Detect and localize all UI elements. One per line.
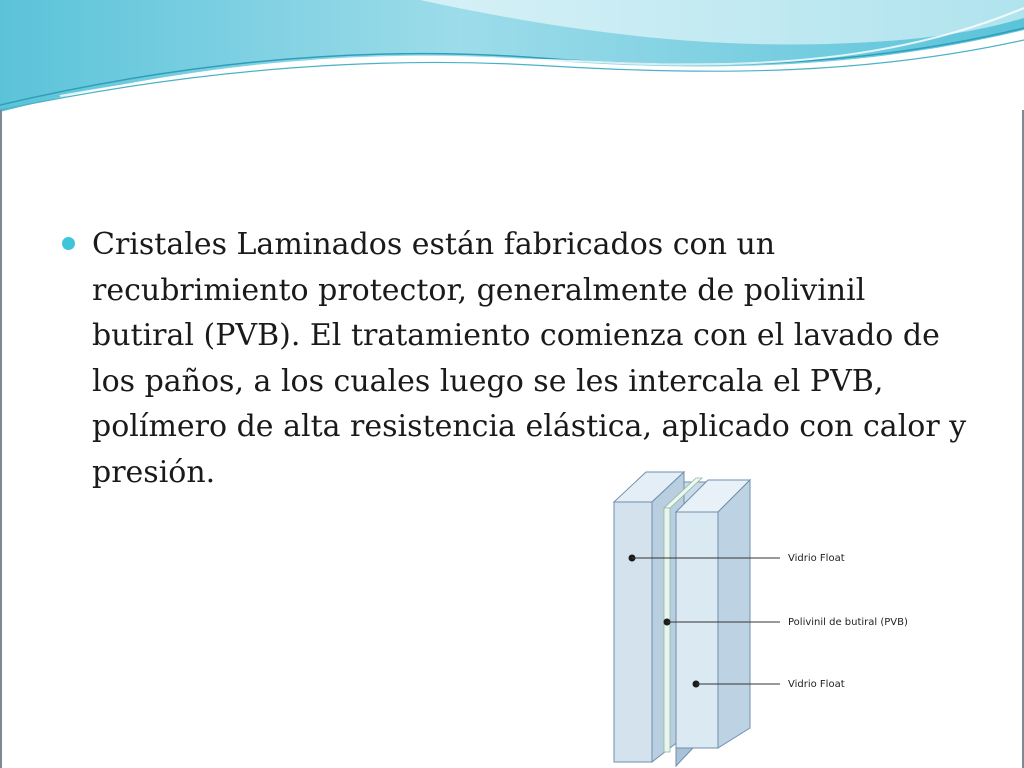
header-wave-decoration (0, 0, 1024, 120)
bullet-text: Cristales Laminados están fabricados con un recubrimiento protector, generalmente de polivinil butiral (PVB). El tratamiento comienza con el lavado de los paños, a los cuales luego se les intercala el PVB, polímero de alta resistencia elástica, aplicado con calor y presión. (92, 227, 967, 490)
laminated-glass-figure (600, 462, 912, 768)
slide-frame-left (0, 110, 2, 768)
label-vidrio-float-top: Vidrio Float (788, 553, 845, 564)
bullet-icon (62, 237, 75, 250)
label-pvb: Polivinil de butiral (PVB) (788, 617, 908, 628)
glass-pane-back (676, 512, 718, 748)
label-vidrio-float-bottom: Vidrio Float (788, 679, 845, 690)
pvb-layer (664, 508, 670, 752)
glass-pane-front (614, 502, 652, 762)
